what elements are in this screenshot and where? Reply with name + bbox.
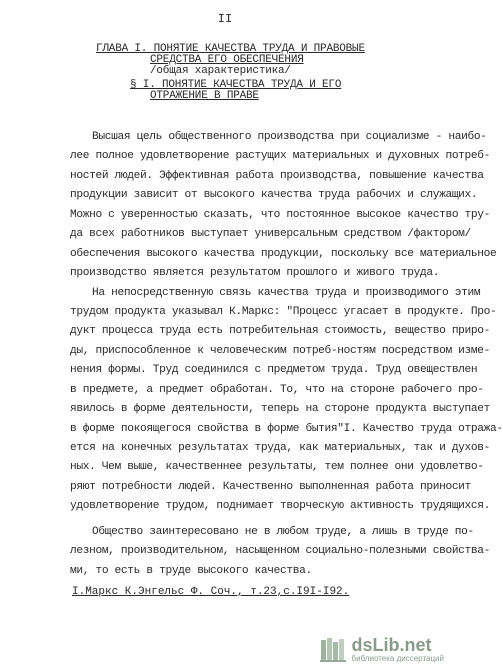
text-line: ми, то есть в труде высокого качества. xyxy=(70,564,312,577)
paragraph-3 xyxy=(70,523,490,581)
text-line: явилось в форме деятельности, теперь на стороне продукта выступает xyxy=(70,403,490,416)
chapter-subtitle: /общая характеристика/ xyxy=(150,65,291,77)
text-line: Можно с уверенностью сказать, что постоянное высокое качество тру- xyxy=(70,208,490,221)
section-heading-line-1: § I. ПОНЯТИЕ КАЧЕСТВА ТРУДА И ЕГО xyxy=(130,79,342,91)
text-line: Общество заинтересовано не в любом труде, а лишь в труде по- xyxy=(92,525,474,538)
page-number: II xyxy=(217,12,233,26)
text-line: ряют потребности людей. Качественно выполненная работа приносит xyxy=(70,480,471,493)
paragraph-2 xyxy=(70,284,503,517)
footnote: I.Маркс К.Энгельс Ф. Соч., т.23,с.I9I-I92. xyxy=(72,586,350,598)
body-text xyxy=(70,128,503,581)
text-line: продукции зависит от высокого качества труда рабочих и служащих. xyxy=(70,189,478,202)
text-line: ды, приспособленное к человеческим потреб-ностям посредством изме- xyxy=(70,344,490,357)
paragraph-1 xyxy=(70,128,497,284)
text-line: ется на конечных результатах труда, как материальных, так и духов- xyxy=(70,442,490,454)
text-line: трудом продукта указывал К.Маркс: "Процесс угасает в продукте. Про- xyxy=(70,305,497,318)
text-line: в предмете, а предмет обработан. То, что на стороне рабочего про- xyxy=(70,383,484,396)
text-line: дукт процесса труда есть потребительная стоимость, вещество приро- xyxy=(70,325,490,338)
section-heading-line-2: ОТРАЖЕНИЕ В ПРАВЕ xyxy=(150,90,259,102)
text-line: лее полное удовлетворение растущих материальных и духовных потреб- xyxy=(70,150,490,163)
text-line: в форме покоящегося свойства в форме бытия"I. Качество труда отража- xyxy=(70,422,503,435)
text-line: лезном, производительном, насыщенном социально-полезными свойства- xyxy=(70,545,490,558)
watermark-name: dsLib.net xyxy=(351,634,432,655)
chapter-heading-line-2: СРЕДСТВА ЕГО ОБЕСПЕЧЕНИЯ xyxy=(150,54,304,66)
watermark-subtitle: библиотека диссертаций xyxy=(351,653,444,663)
text-line: обеспечения высокого качества продукции, поскольку все материальное xyxy=(70,247,497,260)
text-line: На непосредственную связь качества труда и производимого этим xyxy=(92,286,481,299)
watermark xyxy=(318,634,444,664)
text-line: да всех работников выступает универсальным средством /фактором/ xyxy=(70,228,471,241)
text-line: производство является результатом прошлого и живого труда. xyxy=(70,267,440,280)
books-logo-icon xyxy=(318,634,348,664)
chapter-heading-line-1: ГЛАВА I. ПОНЯТИЕ КАЧЕСТВА ТРУДА И ПРАВОВЫЕ xyxy=(96,43,365,55)
text-line: ностей людей. Эффективная работа производства, повышение качества xyxy=(70,169,484,182)
text-line: нения формы. Труд соединился с предметом труда. Труд овеществлен xyxy=(70,364,478,377)
text-line: Высшая цель общественного производства при социализме - наибо- xyxy=(92,131,487,143)
text-line: удовлетворение трудом, поднимает творческую активность трудящихся. xyxy=(70,500,490,513)
text-line: ных. Чем выше, качественнее результаты, тем полнее они удовлетво- xyxy=(70,461,484,474)
